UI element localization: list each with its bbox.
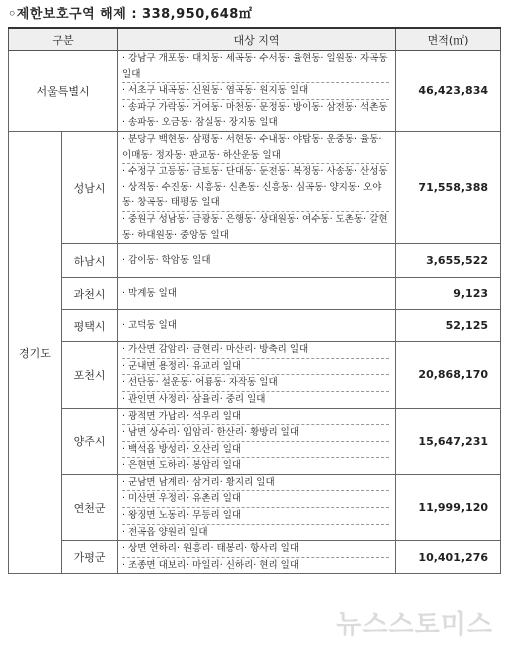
header-target-area: 대상 지역 xyxy=(118,28,396,51)
subregion-name: 하남시 xyxy=(62,244,118,278)
area-entry: · 백석읍 방성리· 오산리 일대 xyxy=(122,441,389,458)
area-list xyxy=(118,278,396,310)
area-list xyxy=(118,474,396,540)
area-size: 10,401,276 xyxy=(396,541,501,574)
area-entry: · 관인면 사정리· 삼율리· 중리 일대 xyxy=(122,391,389,408)
area-entry: · 광적면 가납리· 석우리 일대 xyxy=(122,410,242,422)
area-list xyxy=(118,408,396,474)
table-row xyxy=(9,278,501,310)
page-title: ◦제한보호구역 해제 : 338,950,648㎡ xyxy=(8,7,253,22)
subregion-name: 가평군 xyxy=(62,541,118,574)
area-entry: · 송파구 가락동· 거여동· 마천동· 문정동· 방이동· 삼전동· 석촌동· 송파동· 오금동· 잠실동· 장지동 일대 xyxy=(122,99,389,131)
table-row xyxy=(9,51,501,132)
area-entry: · 고덕동 일대 xyxy=(122,319,177,331)
area-entry: · 서초구 내곡동· 신원동· 염곡동· 원지동 일대 xyxy=(122,82,389,99)
area-entry: · 왕징면 노동리· 무등리 일대 xyxy=(122,507,389,524)
area-entry: · 분당구 백현동· 삼평동· 서현동· 수내동· 야탑동· 운중동· 율동· 이매동· 정자동· 판교동· 하산운동 일대 xyxy=(122,133,382,161)
area-size: 11,999,120 xyxy=(396,474,501,540)
subregion-name: 연천군 xyxy=(62,474,118,540)
table-row xyxy=(9,131,501,243)
table-row xyxy=(9,474,501,540)
area-entry: · 가산면 감암리· 금현리· 마산리· 방축리 일대 xyxy=(122,344,309,356)
area-list xyxy=(118,131,396,243)
table-row xyxy=(9,342,501,408)
area-list xyxy=(118,342,396,408)
area-list xyxy=(118,541,396,574)
area-entry: · 중원구 성남동· 금광동· 은행동· 상대원동· 여수동· 도촌동· 갈현동· 하대원동· 중앙동 일대 xyxy=(122,211,389,243)
area-entry: · 군내면 용정리· 유교리 일대 xyxy=(122,358,389,375)
area-entry: · 강남구 개포동· 대치동· 세곡동· 수서동· 율현동· 일원동· 자곡동 일대 xyxy=(122,53,388,80)
area-size: 71,558,388 xyxy=(396,131,501,243)
area-entry: · 남면 상수리· 입암리· 한산리· 황방리 일대 xyxy=(122,424,389,441)
subregion-name: 양주시 xyxy=(62,408,118,474)
area-list xyxy=(118,244,396,278)
area-entry: · 은현면 도하리· 봉암리 일대 xyxy=(122,457,389,474)
release-area-table xyxy=(8,27,501,574)
subregion-name: 성남시 xyxy=(62,131,118,243)
watermark: 뉴스스토미스 xyxy=(336,610,493,640)
area-size: 15,647,231 xyxy=(396,408,501,474)
area-list xyxy=(118,51,396,132)
subregion-name: 평택시 xyxy=(62,310,118,342)
area-size: 46,423,834 xyxy=(396,51,501,132)
area-entry: · 감이동· 학암동 일대 xyxy=(122,254,211,266)
table-row xyxy=(9,310,501,342)
area-entry: · 조종면 대보리· 마일리· 신하리· 현리 일대 xyxy=(122,557,389,574)
area-entry: · 선단동· 설운동· 어룡동· 자작동 일대 xyxy=(122,374,389,391)
table-row xyxy=(9,244,501,278)
area-size: 9,123 xyxy=(396,278,501,310)
area-size: 20,868,170 xyxy=(396,342,501,408)
area-entry: · 미산면 우정리· 유촌리 일대 xyxy=(122,490,389,507)
table-header-row xyxy=(9,28,501,51)
area-size: 52,125 xyxy=(396,310,501,342)
subregion-name: 포천시 xyxy=(62,342,118,408)
area-entry: · 군남면 남계리· 삼거리· 황지리 일대 xyxy=(122,476,275,488)
area-size: 3,655,522 xyxy=(396,244,501,278)
area-entry: · 전곡읍 양원리 일대 xyxy=(122,524,389,541)
header-division: 구분 xyxy=(9,28,118,51)
table-row xyxy=(9,408,501,474)
region-seoul: 서울특별시 xyxy=(9,51,118,132)
subregion-name: 과천시 xyxy=(62,278,118,310)
area-entry: · 막계동 일대 xyxy=(122,287,177,299)
region-gyeonggi: 경기도 xyxy=(9,131,62,573)
header-area: 면적(㎡) xyxy=(396,28,501,51)
area-entry: · 수정구 고등동· 금토동· 단대동· 둔전동· 복정동· 사송동· 산성동· 상적동· 수진동· 시흥동· 신촌동· 신흥동· 심곡동· 양지동· 오야동· 창곡동· 태평동 일대 xyxy=(122,163,389,211)
area-entry: · 상면 연하리· 원흥리· 태봉리· 항사리 일대 xyxy=(122,543,300,555)
area-list xyxy=(118,310,396,342)
table-row xyxy=(9,541,501,574)
